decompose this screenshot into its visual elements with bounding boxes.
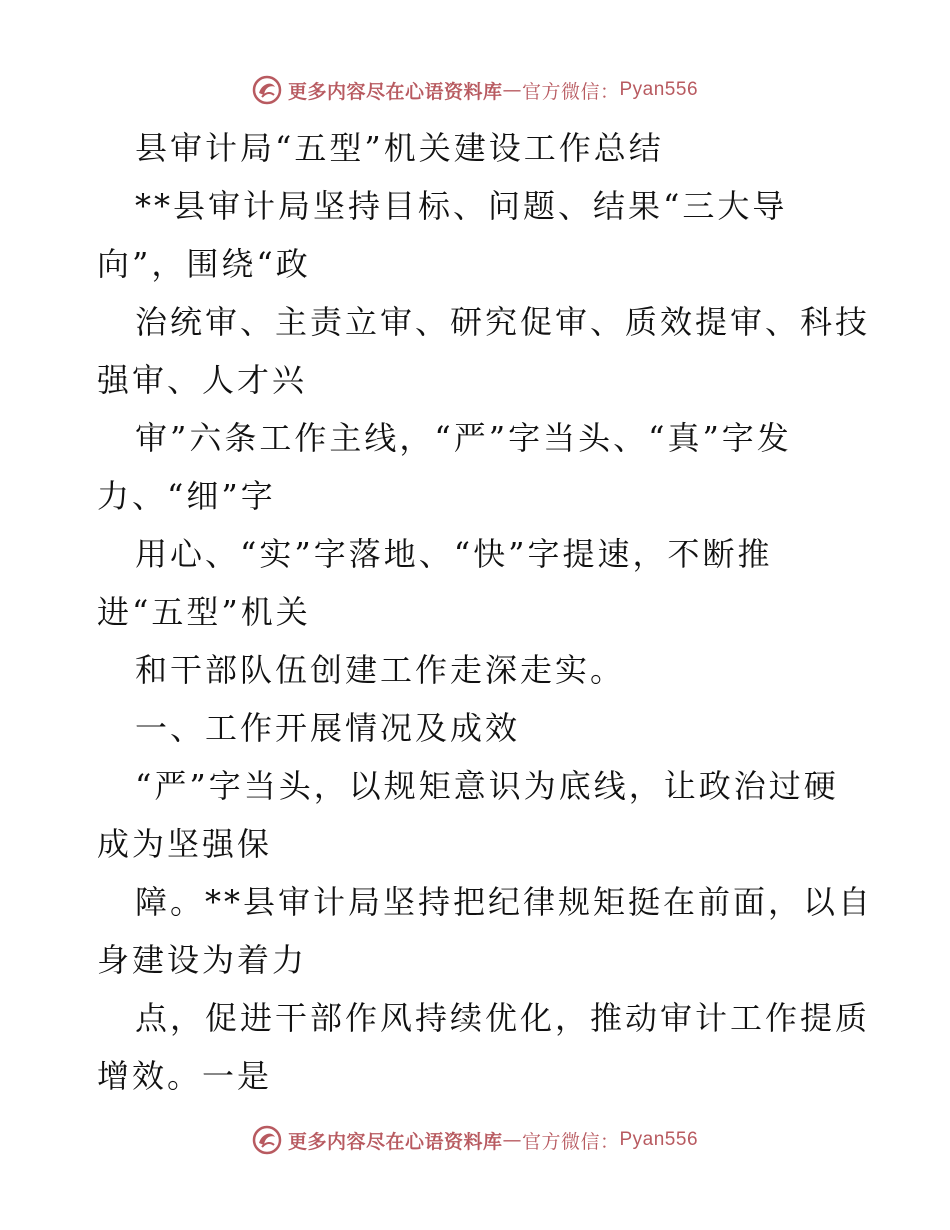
document-title: 县审计局“五型”机关建设工作总结 bbox=[135, 129, 664, 167]
header-watermark bbox=[0, 70, 950, 110]
text-line: 进“五型”机关 bbox=[97, 593, 311, 631]
banner-sub-text: 官方微信： bbox=[521, 1130, 620, 1153]
banner-separator: — bbox=[502, 1129, 522, 1151]
footer-watermark bbox=[0, 1120, 950, 1160]
banner-main-text: 更多内容尽在心语资料库 bbox=[287, 1130, 503, 1153]
text-line: “严”字当头，以规矩意识为底线，让政治过硬 bbox=[135, 767, 839, 805]
swirl-logo-icon bbox=[252, 1125, 282, 1155]
text-line: 增效。一是 bbox=[97, 1057, 273, 1095]
text-line: 和干部队伍创建工作走深走实。 bbox=[135, 651, 626, 689]
text-line: 障。**县审计局坚持把纪律规矩挺在前面，以自 bbox=[135, 883, 874, 921]
text-line: 强审、人才兴 bbox=[97, 361, 308, 399]
banner-separator: — bbox=[502, 79, 522, 101]
text-line: 用心、“实”字落地、“快”字提速，不断推 bbox=[135, 535, 773, 573]
text-line: 向”，围绕“政 bbox=[97, 245, 311, 283]
banner-main-text: 更多内容尽在心语资料库 bbox=[287, 80, 503, 103]
banner-wechat-id: Pyan556 bbox=[619, 79, 699, 100]
text-line: 成为坚强保 bbox=[97, 825, 273, 863]
banner-wechat-id: Pyan556 bbox=[619, 1129, 699, 1150]
text-line: 审”六条工作主线，“严”字当头、“真”字发 bbox=[135, 419, 792, 457]
text-line: 力、“细”字 bbox=[97, 477, 276, 515]
banner-sub-text: 官方微信： bbox=[521, 80, 620, 103]
text-line: 治统审、主责立审、研究促审、质效提审、科技 bbox=[135, 303, 871, 341]
text-line: **县审计局坚持目标、问题、结果“三大导 bbox=[135, 187, 788, 225]
text-line: 点，促进干部作风持续优化，推动审计工作提质 bbox=[135, 999, 871, 1037]
text-line: 身建设为着力 bbox=[97, 941, 308, 979]
swirl-logo-icon bbox=[252, 75, 282, 105]
section-heading: 一、工作开展情况及成效 bbox=[135, 709, 521, 747]
